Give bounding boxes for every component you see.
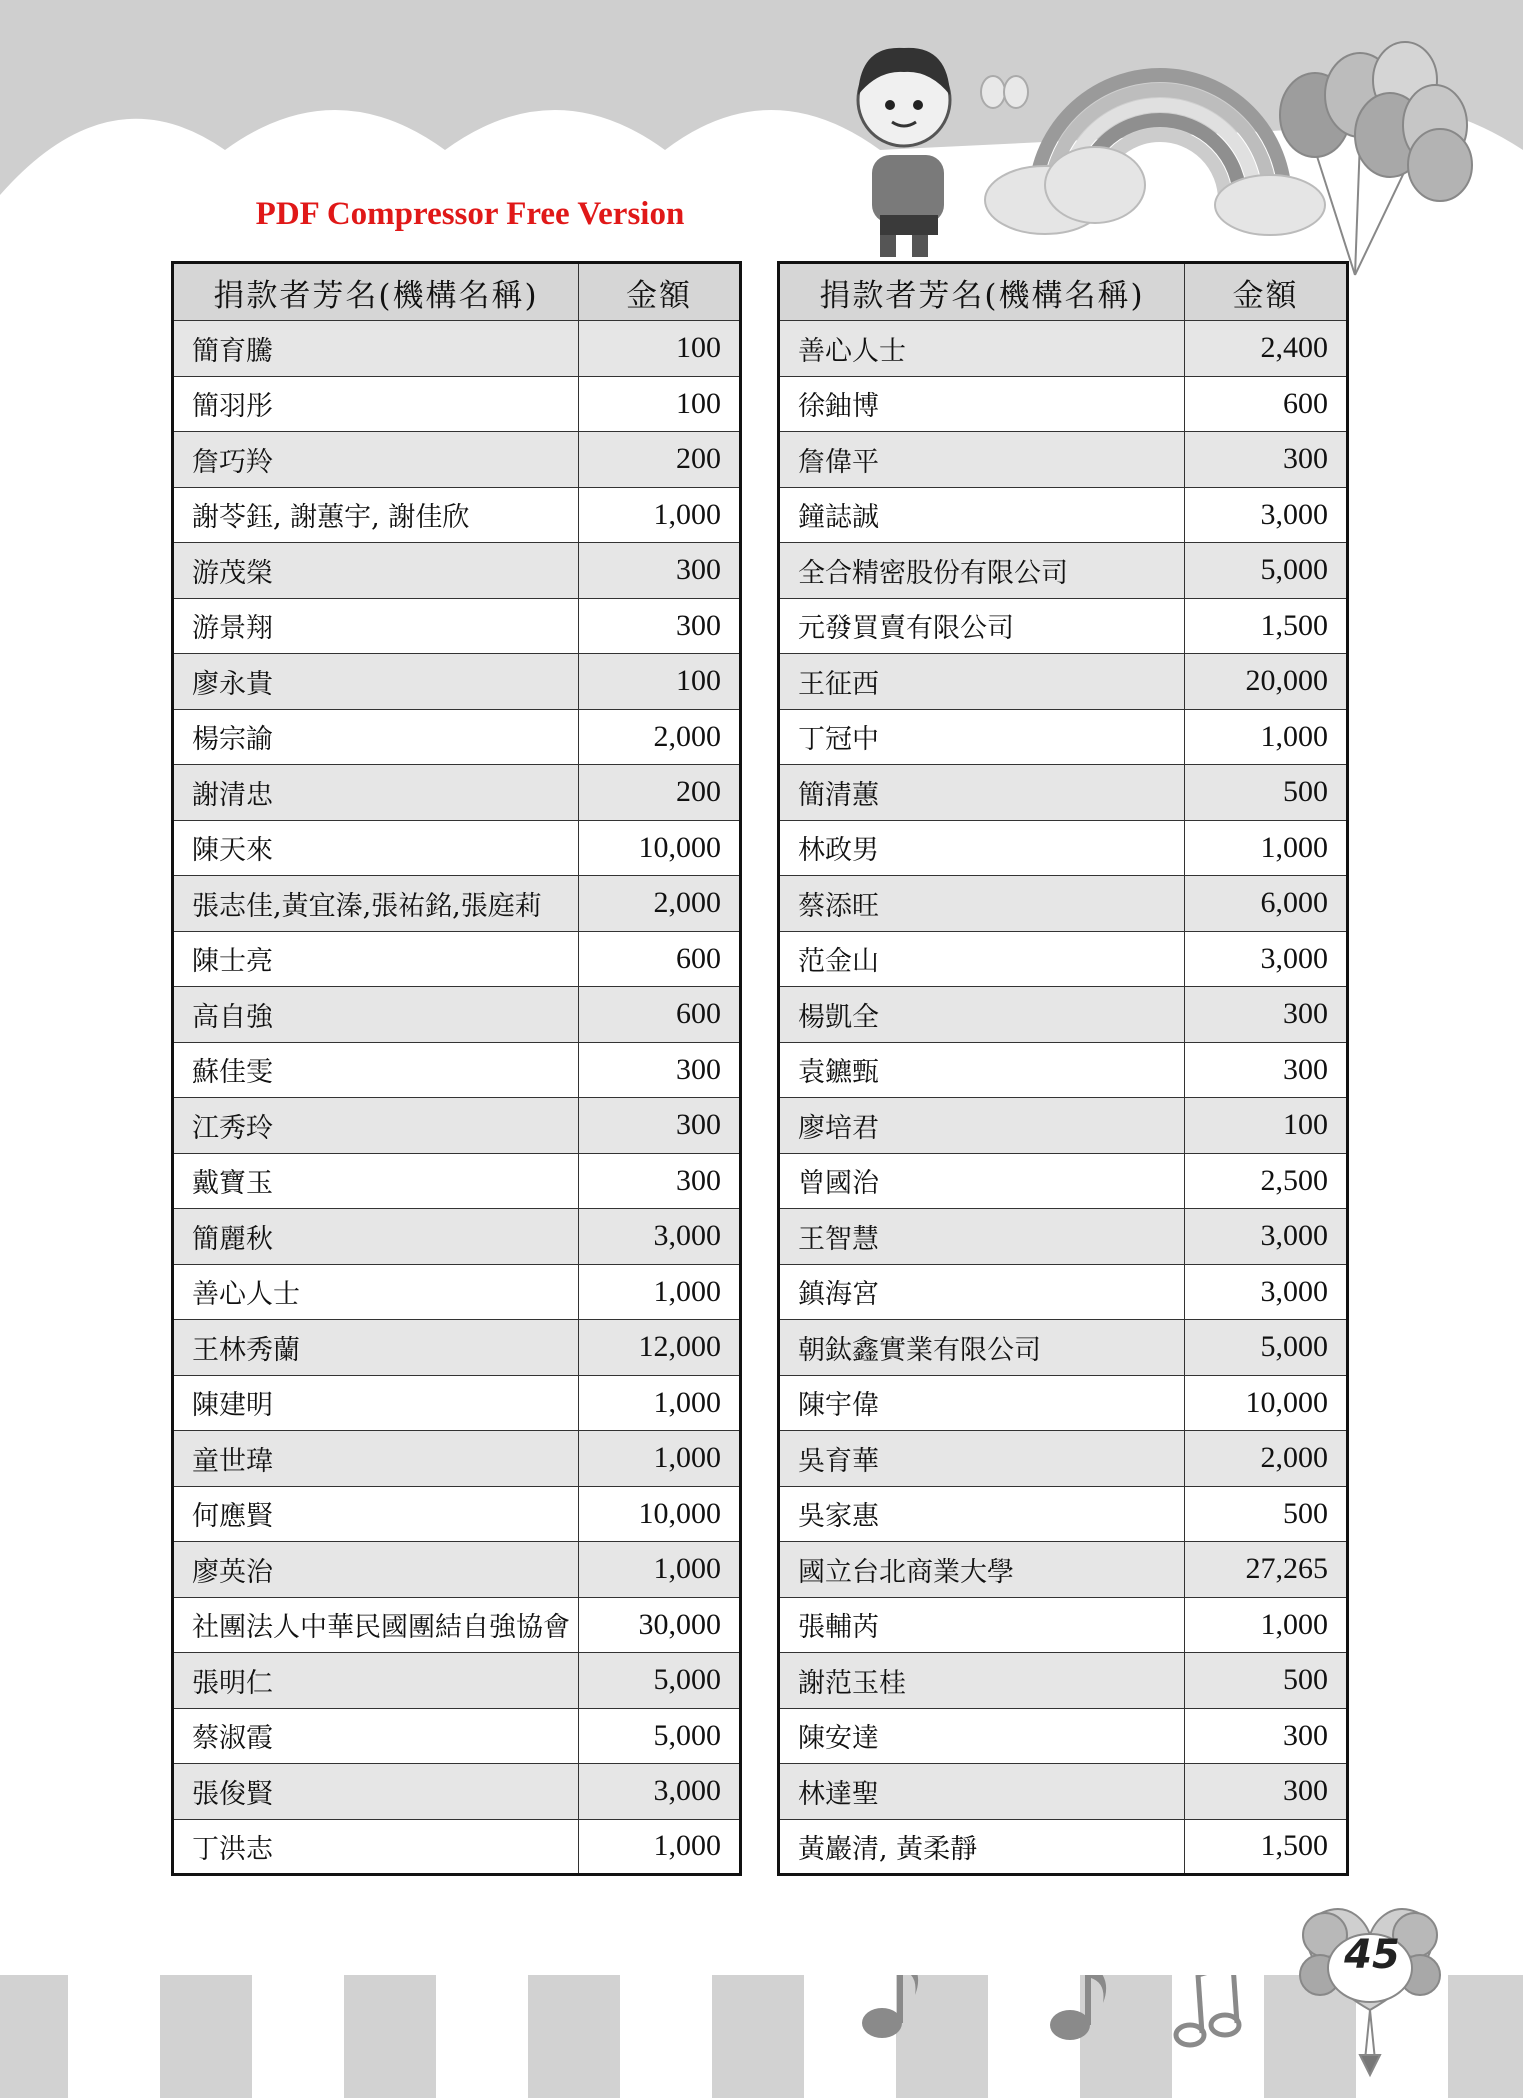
donation-amount-cell: 3,000 [1185, 1209, 1348, 1265]
table-row [779, 1320, 1348, 1376]
donation-amount-cell: 600 [1185, 376, 1348, 432]
donor-name-cell: 丁冠中 [779, 709, 1185, 765]
donor-name-cell: 丁洪志 [173, 1819, 579, 1875]
donation-amount-cell: 300 [1185, 432, 1348, 488]
table-row [779, 487, 1348, 543]
donation-amount-cell: 2,000 [579, 709, 741, 765]
table-row [173, 1153, 741, 1209]
table-row [173, 1431, 741, 1487]
donation-amount-cell: 3,000 [1185, 487, 1348, 543]
donation-amount-cell: 10,000 [579, 820, 741, 876]
donation-amount-cell: 1,000 [579, 1819, 741, 1875]
donor-name-cell: 蔡淑霞 [173, 1708, 579, 1764]
donor-name-cell: 楊凱全 [779, 987, 1185, 1043]
table-row [173, 820, 741, 876]
table-row [779, 1653, 1348, 1709]
donation-amount-cell: 100 [579, 654, 741, 710]
table-row [779, 376, 1348, 432]
table-header-row [173, 263, 741, 321]
table-row [173, 432, 741, 488]
donation-amount-cell: 200 [579, 432, 741, 488]
donor-table-right [777, 261, 1349, 1876]
donor-name-cell: 戴寶玉 [173, 1153, 579, 1209]
table-row [173, 1264, 741, 1320]
donor-name-cell: 詹巧羚 [173, 432, 579, 488]
table-row [779, 1486, 1348, 1542]
heart-balloons-icon [1280, 1880, 1460, 2080]
table-row [779, 1708, 1348, 1764]
table-row [173, 654, 741, 710]
watermark: PDF Compressor Free Version [255, 196, 685, 232]
donation-amount-cell: 1,000 [579, 487, 741, 543]
donation-amount-cell: 3,000 [579, 1209, 741, 1265]
table-row [173, 1486, 741, 1542]
donor-name-cell: 陳宇偉 [779, 1375, 1185, 1431]
donation-amount-cell: 500 [1185, 1653, 1348, 1709]
donation-amount-cell: 600 [579, 987, 741, 1043]
donor-name-cell: 蔡添旺 [779, 876, 1185, 932]
donor-name-cell: 國立台北商業大學 [779, 1542, 1185, 1598]
table-row [173, 931, 741, 987]
donation-amount-cell: 1,000 [1185, 1597, 1348, 1653]
donor-name-cell: 陳士亮 [173, 931, 579, 987]
donor-name-cell: 黃巖清, 黃柔靜 [779, 1819, 1185, 1875]
donor-name-cell: 江秀玲 [173, 1098, 579, 1154]
donation-amount-cell: 300 [1185, 1764, 1348, 1820]
table-row [779, 1209, 1348, 1265]
donor-name-cell: 王征西 [779, 654, 1185, 710]
donation-amount-cell: 200 [579, 765, 741, 821]
donation-amount-cell: 2,500 [1185, 1153, 1348, 1209]
donor-name-cell: 廖永貴 [173, 654, 579, 710]
donation-amount-cell: 5,000 [579, 1653, 741, 1709]
table-row [779, 765, 1348, 821]
donation-amount-cell: 30,000 [579, 1597, 741, 1653]
table-row [779, 987, 1348, 1043]
table-row [779, 709, 1348, 765]
donation-amount-cell: 100 [579, 376, 741, 432]
donor-name-cell: 社團法人中華民國團結自強協會 [173, 1597, 579, 1653]
table-row [173, 987, 741, 1043]
table-row [779, 876, 1348, 932]
table-row [173, 1819, 741, 1875]
donation-amount-cell: 300 [579, 598, 741, 654]
table-row [173, 876, 741, 932]
table-row [779, 321, 1348, 377]
donation-amount-cell: 1,500 [1185, 1819, 1348, 1875]
table-row [779, 1042, 1348, 1098]
donor-name-cell: 袁鑣甄 [779, 1042, 1185, 1098]
column-header-name: 捐款者芳名(機構名稱) [173, 263, 579, 321]
donation-amount-cell: 10,000 [1185, 1375, 1348, 1431]
donation-amount-cell: 6,000 [1185, 876, 1348, 932]
donor-name-cell: 鎮海宮 [779, 1264, 1185, 1320]
donation-amount-cell: 300 [1185, 987, 1348, 1043]
table-row [173, 1653, 741, 1709]
table-row [173, 765, 741, 821]
donation-amount-cell: 300 [1185, 1708, 1348, 1764]
donor-name-cell: 游茂榮 [173, 543, 579, 599]
donation-amount-cell: 3,000 [1185, 931, 1348, 987]
column-header-name: 捐款者芳名(機構名稱) [779, 263, 1185, 321]
donor-name-cell: 張輔芮 [779, 1597, 1185, 1653]
donor-name-cell: 廖英治 [173, 1542, 579, 1598]
header-decoration [0, 0, 1523, 280]
donation-amount-cell: 1,000 [579, 1264, 741, 1320]
donor-name-cell: 何應賢 [173, 1486, 579, 1542]
donor-name-cell: 陳安達 [779, 1708, 1185, 1764]
donor-name-cell: 張志佳,黃宜溱,張祐銘,張庭莉 [173, 876, 579, 932]
table-row [779, 1264, 1348, 1320]
donation-amount-cell: 2,000 [1185, 1431, 1348, 1487]
table-row [173, 1042, 741, 1098]
donation-amount-cell: 300 [579, 1153, 741, 1209]
donation-amount-cell: 5,000 [1185, 543, 1348, 599]
donation-amount-cell: 5,000 [1185, 1320, 1348, 1376]
donor-name-cell: 張俊賢 [173, 1764, 579, 1820]
donation-amount-cell: 2,000 [579, 876, 741, 932]
donation-amount-cell: 5,000 [579, 1708, 741, 1764]
donation-amount-cell: 1,000 [579, 1375, 741, 1431]
donor-name-cell: 蘇佳雯 [173, 1042, 579, 1098]
donation-amount-cell: 3,000 [579, 1764, 741, 1820]
donation-amount-cell: 20,000 [1185, 654, 1348, 710]
donation-amount-cell: 27,265 [1185, 1542, 1348, 1598]
donor-name-cell: 曾國治 [779, 1153, 1185, 1209]
donation-amount-cell: 300 [579, 1098, 741, 1154]
table-row [173, 709, 741, 765]
table-row [779, 820, 1348, 876]
donation-amount-cell: 600 [579, 931, 741, 987]
donation-amount-cell: 500 [1185, 1486, 1348, 1542]
donation-amount-cell: 300 [579, 543, 741, 599]
donor-name-cell: 林達聖 [779, 1764, 1185, 1820]
table-row [779, 654, 1348, 710]
donor-name-cell: 吳家惠 [779, 1486, 1185, 1542]
donor-name-cell: 謝范玉桂 [779, 1653, 1185, 1709]
donor-name-cell: 范金山 [779, 931, 1185, 987]
donor-name-cell: 簡羽彤 [173, 376, 579, 432]
table-row [173, 1708, 741, 1764]
column-header-amount: 金額 [1185, 263, 1348, 321]
donor-table-left [171, 261, 742, 1876]
table-row [173, 487, 741, 543]
table-row [779, 1098, 1348, 1154]
donor-name-cell: 林政男 [779, 820, 1185, 876]
table-row [173, 1098, 741, 1154]
table-row [173, 543, 741, 599]
donor-name-cell: 吳育華 [779, 1431, 1185, 1487]
donor-name-cell: 陳建明 [173, 1375, 579, 1431]
donor-name-cell: 楊宗諭 [173, 709, 579, 765]
donation-amount-cell: 100 [579, 321, 741, 377]
donation-amount-cell: 1,000 [579, 1542, 741, 1598]
donation-amount-cell: 3,000 [1185, 1264, 1348, 1320]
table-row [779, 1542, 1348, 1598]
table-row [173, 321, 741, 377]
donation-amount-cell: 2,400 [1185, 321, 1348, 377]
table-row [173, 598, 741, 654]
table-header-row [779, 263, 1348, 321]
donor-name-cell: 鐘誌誠 [779, 487, 1185, 543]
table-row [779, 1819, 1348, 1875]
table-row [173, 1375, 741, 1431]
donation-amount-cell: 500 [1185, 765, 1348, 821]
donation-amount-cell: 300 [1185, 1042, 1348, 1098]
donation-amount-cell: 1,000 [1185, 709, 1348, 765]
table-row [779, 1764, 1348, 1820]
donor-name-cell: 全合精密股份有限公司 [779, 543, 1185, 599]
table-row [173, 1209, 741, 1265]
donor-name-cell: 詹偉平 [779, 432, 1185, 488]
donor-name-cell: 謝苓鈺, 謝蕙宇, 謝佳欣 [173, 487, 579, 543]
page-number: 45 [1344, 1932, 1400, 1978]
donor-name-cell: 徐鈾博 [779, 376, 1185, 432]
donor-name-cell: 簡清蕙 [779, 765, 1185, 821]
donor-name-cell: 善心人士 [173, 1264, 579, 1320]
donation-amount-cell: 1,000 [579, 1431, 741, 1487]
column-header-amount: 金額 [579, 263, 741, 321]
donation-amount-cell: 300 [579, 1042, 741, 1098]
table-row [779, 1431, 1348, 1487]
table-body [779, 321, 1348, 1875]
donor-name-cell: 謝清忠 [173, 765, 579, 821]
table-row [779, 598, 1348, 654]
donation-amount-cell: 1,500 [1185, 598, 1348, 654]
donor-name-cell: 簡麗秋 [173, 1209, 579, 1265]
donor-name-cell: 善心人士 [779, 321, 1185, 377]
donor-name-cell: 元發買賣有限公司 [779, 598, 1185, 654]
donation-amount-cell: 1,000 [1185, 820, 1348, 876]
donation-amount-cell: 100 [1185, 1098, 1348, 1154]
donor-name-cell: 張明仁 [173, 1653, 579, 1709]
table-row [173, 1320, 741, 1376]
table-row [779, 1375, 1348, 1431]
donor-name-cell: 高自強 [173, 987, 579, 1043]
table-row [173, 376, 741, 432]
table-row [173, 1542, 741, 1598]
donation-amount-cell: 10,000 [579, 1486, 741, 1542]
table-row [173, 1597, 741, 1653]
donor-name-cell: 廖培君 [779, 1098, 1185, 1154]
table-row [779, 543, 1348, 599]
table-body [173, 321, 741, 1875]
donor-name-cell: 陳天來 [173, 820, 579, 876]
table-row [779, 1597, 1348, 1653]
donor-name-cell: 朝鈦鑫實業有限公司 [779, 1320, 1185, 1376]
table-row [779, 1153, 1348, 1209]
donation-amount-cell: 12,000 [579, 1320, 741, 1376]
table-row [779, 931, 1348, 987]
donor-name-cell: 簡育騰 [173, 321, 579, 377]
donor-name-cell: 游景翔 [173, 598, 579, 654]
table-row [173, 1764, 741, 1820]
donor-name-cell: 王林秀蘭 [173, 1320, 579, 1376]
donor-name-cell: 童世瑋 [173, 1431, 579, 1487]
table-row [779, 432, 1348, 488]
donor-name-cell: 王智慧 [779, 1209, 1185, 1265]
